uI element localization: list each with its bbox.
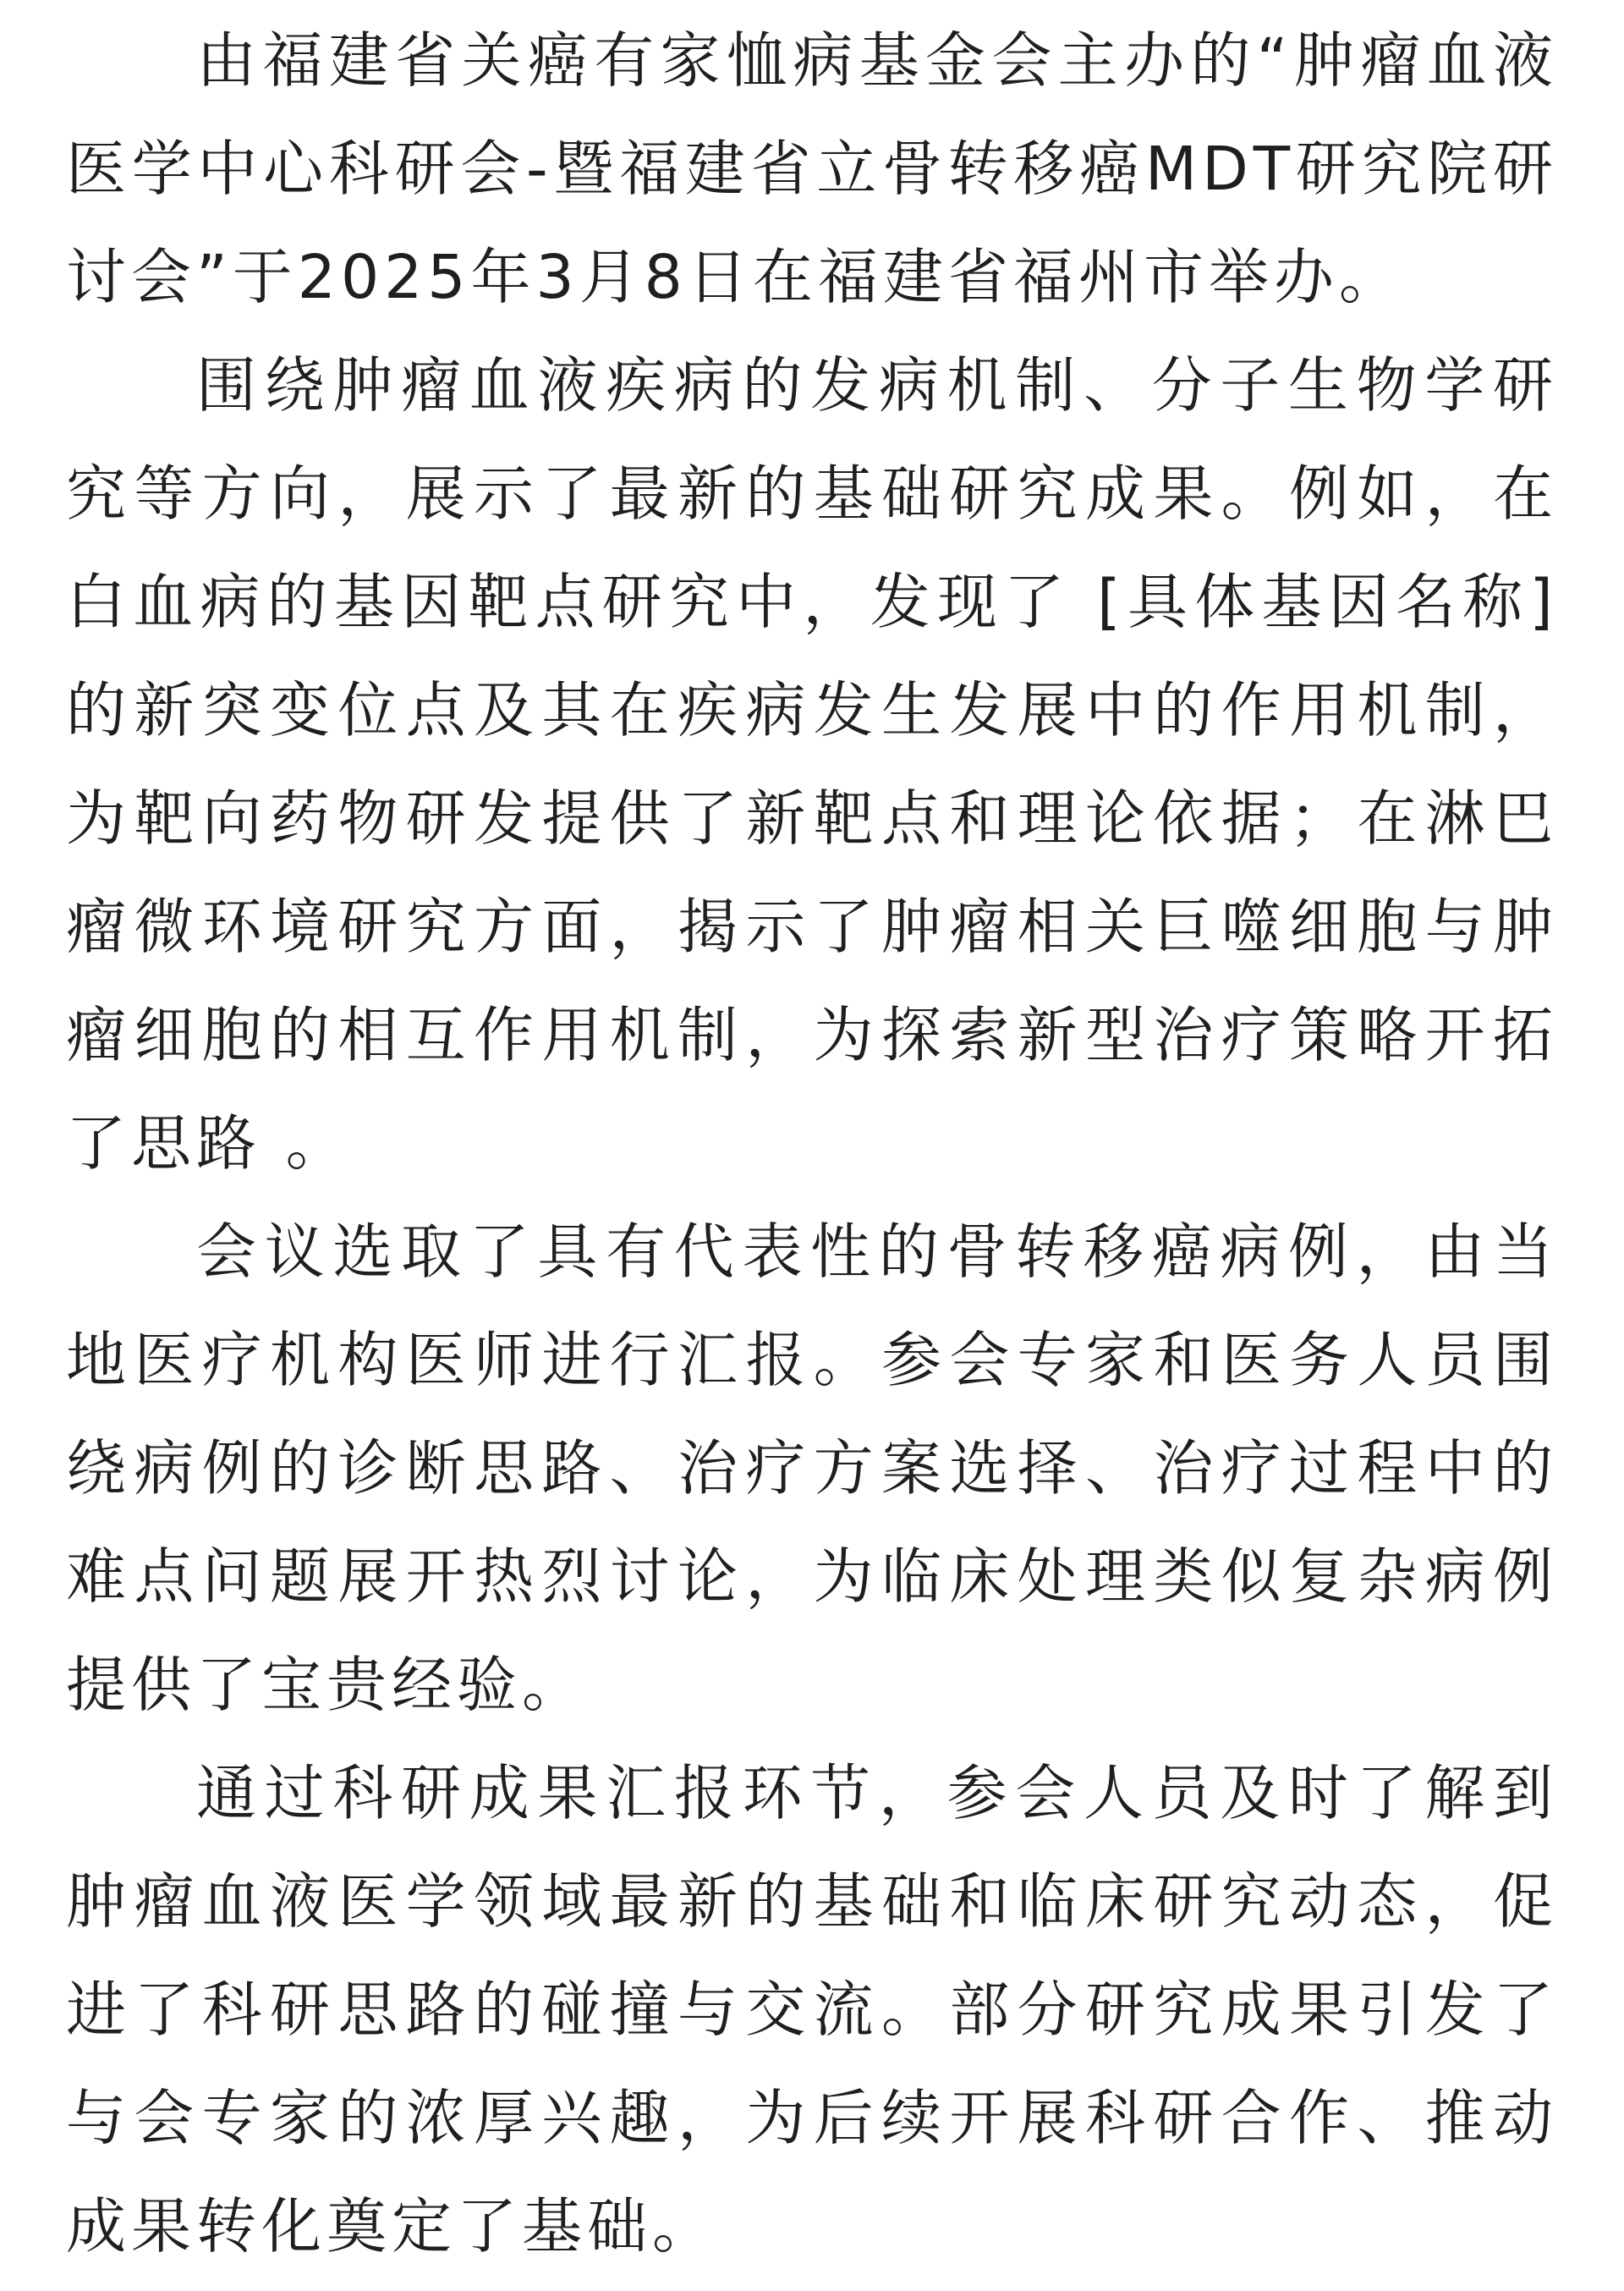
paragraph-basic-research: 围绕肿瘤血液疾病的发病机制、分子生物学研究等方向，展示了最新的基础研究成果。例如，在白血病的基因靶点研究中，发现了 [具体基因名称] 的新突变位点及其在疾病发生发展中的作用机制，为靶向药物研发提供了新靶点和理论依据；在淋巴瘤微环境研究方面，揭示了肿瘤相关巨噬细胞与肿瘤细胞的相互作用机制，为探索新型治疗策略开拓了思路 。 bbox=[66, 350, 1558, 1178]
paragraph-event-intro: 由福建省关癌有家恤病基金会主办的“肿瘤血液医学中心科研会-暨福建省立骨转移癌MDT研究院研讨会”于2025年3月8日在福建省福州市举办。 bbox=[66, 25, 1558, 312]
paragraph-case-discussion: 会议选取了具有代表性的骨转移癌病例，由当地医疗机构医师进行汇报。参会专家和医务人员围绕病例的诊断思路、治疗方案选择、治疗过程中的难点问题展开热烈讨论，为临床处理类似复杂病例提供了宝贵经验。 bbox=[66, 1217, 1558, 1720]
paragraph-research-exchange: 通过科研成果汇报环节，参会人员及时了解到肿瘤血液医学领域最新的基础和临床研究动态，促进了科研思路的碰撞与交流。部分研究成果引发了与会专家的浓厚兴趣，为后续开展科研合作、推动成果转化奠定了基础。 bbox=[66, 1758, 1558, 2261]
